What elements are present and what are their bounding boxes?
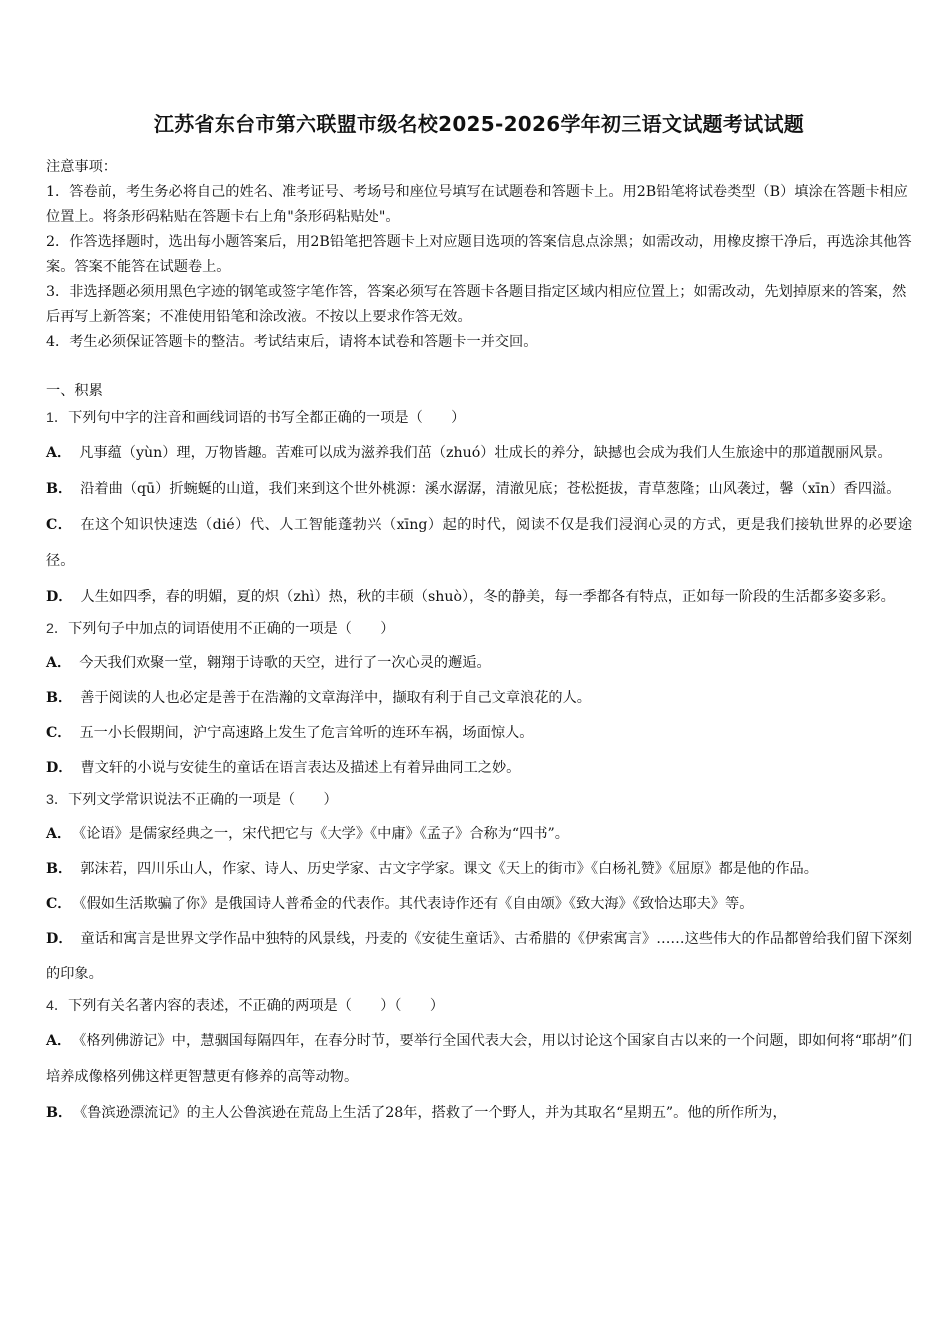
option-label: C．: [46, 896, 72, 912]
option-text: 童话和寓言是世界文学作品中独特的风景线，丹麦的《安徒生童话》、古希腊的《伊索寓言》……这些伟大的作品都曾给我们留下深刻的印象。: [46, 931, 912, 982]
option-label: B．: [46, 861, 73, 877]
option-label: D．: [46, 760, 73, 776]
notes-heading: 注意事项：: [46, 159, 117, 175]
option-label: A．: [46, 655, 72, 671]
option-text: 郭沫若，四川乐山人，作家、诗人、历史学家、古文字学家。课文《天上的街市》《白杨礼赞》《屈原》都是他的作品。: [80, 861, 818, 877]
option-label: B．: [46, 690, 73, 706]
option-label: C．: [46, 725, 72, 741]
page-title: 江苏省东台市第六联盟市级名校2025-2026学年初三语文试题考试试题: [153, 112, 805, 136]
question-stem: [46, 994, 912, 1019]
question-number: 2．: [46, 621, 69, 637]
option-b: [46, 681, 912, 716]
option-text: 沿着曲（qū）折蜿蜒的山道，我们来到这个世外桃源：溪水潺潺，清澈见底；苍松挺拔，青草葱隆；山风袭过，馨（xīn）香四溢。: [80, 481, 901, 497]
option-text: 凡事蕴（yùn）理，万物皆趣。苦难可以成为滋养我们茁（zhuó）壮成长的养分，缺撼也会成为我们人生旅途中的那道靓丽风景。: [79, 445, 892, 461]
option-text: 善于阅读的人也必定是善于在浩瀚的文章海洋中，撷取有利于自己文章浪花的人。: [80, 690, 591, 706]
option-text: 在这个知识快速迭（dié）代、人工智能蓬勃兴（xīng）起的时代，阅读不仅是我们浸润心灵的方式，更是我们接轨世界的必要途径。: [46, 517, 913, 569]
note-item: 4．考生必须保证答题卡的整洁。考试结束后，请将本试卷和答题卡一并交回。: [46, 334, 538, 350]
question-2: [46, 617, 912, 786]
question-number: 4．: [46, 998, 69, 1014]
option-text: 今天我们欢聚一堂，翱翔于诗歌的天空，进行了一次心灵的邂逅。: [79, 655, 491, 671]
question-text: 下列句子中加点的词语使用不正确的一项是（ ）: [68, 621, 395, 637]
question-text: 下列句中字的注音和画线词语的书写全都正确的一项是（ ）: [68, 410, 466, 426]
question-number: 1．: [46, 410, 69, 426]
option-text: 《格列佛游记》中，慧骃国每隔四年，在春分时节，要举行全国代表大会，用以讨论这个国家自古以来的一个问题，即如何将“耶胡”们培养成像格列佛这样更智慧更有修养的高等动物。: [46, 1033, 912, 1085]
option-label: A．: [46, 1033, 72, 1049]
option-d: [46, 922, 912, 992]
option-text: 《论语》是儒家经典之一，宋代把它与《大学》《中庸》《孟子》合称为“四书”。: [79, 826, 569, 842]
option-c: [46, 507, 912, 579]
option-text: 曹文轩的小说与安徒生的童话在语言表达及描述上有着异曲同工之妙。: [80, 760, 521, 776]
question-stem: [46, 406, 912, 431]
option-a: [46, 1023, 912, 1095]
option-text: 人生如四季，春的明媚，夏的炽（zhì）热，秋的丰硕（shuò），冬的静美，每一季都各有特点，正如每一阶段的生活都多姿多彩。: [80, 589, 895, 605]
option-b: [46, 471, 912, 507]
note-item: 2．作答选择题时，选出每小题答案后，用2B铅笔把答题卡上对应题目选项的答案信息点涂黑；如需改动，用橡皮擦干净后，再选涂其他答案。答案不能答在试题卷上。: [46, 234, 912, 275]
question-stem: [46, 788, 912, 813]
option-label: B．: [46, 1105, 73, 1121]
option-text: 《假如生活欺骗了你》是俄国诗人普希金的代表作。其代表诗作还有《自由颂》《致大海》《致恰达耶夫》等。: [79, 896, 754, 912]
question-number: 3．: [46, 792, 69, 808]
question-1: [46, 406, 912, 615]
option-c: [46, 887, 912, 922]
spacer: [46, 355, 912, 379]
note-item: 1．答卷前，考生务必将自己的姓名、准考证号、考场号和座位号填写在试题卷和答题卡上。用2B铅笔将试卷类型（B）填涂在答题卡相应位置上。将条形码粘贴在答题卡右上角"条形码粘贴处"。: [46, 184, 908, 225]
section-heading: 一、积累: [46, 383, 103, 399]
option-d: [46, 579, 912, 615]
option-label: D．: [46, 589, 73, 605]
option-text: 《鲁滨逊漂流记》的主人公鲁滨逊在荒岛上生活了28年，搭救了一个野人，并为其取名“星期五”。他的所作所为，: [80, 1105, 787, 1121]
option-label: C．: [46, 517, 73, 533]
option-label: D．: [46, 931, 73, 947]
option-b: [46, 1095, 912, 1131]
question-stem: [46, 617, 912, 642]
option-b: [46, 852, 912, 887]
option-a: [46, 817, 912, 852]
option-label: A．: [46, 445, 72, 461]
question-3: [46, 788, 912, 992]
option-a: [46, 646, 912, 681]
option-text: 五一小长假期间，沪宁高速路上发生了危言耸听的连环车祸，场面惊人。: [79, 725, 534, 741]
exam-page: [46, 108, 912, 1131]
question-4: [46, 994, 912, 1131]
option-label: A．: [46, 826, 72, 842]
question-text: 下列文学常识说法不正确的一项是（ ）: [68, 792, 338, 808]
option-c: [46, 716, 912, 751]
question-text: 下列有关名著内容的表述，不正确的两项是（ ）（ ）: [68, 998, 445, 1014]
notes-block: [46, 155, 912, 355]
note-item: 3．非选择题必须用黑色字迹的钢笔或签字笔作答，答案必须写在答题卡各题目指定区域内相应位置上；如需改动，先划掉原来的答案，然后再写上新答案；不准使用铅笔和涂改液。不按以上要求作答无效。: [46, 284, 907, 325]
option-d: [46, 751, 912, 786]
option-label: B．: [46, 481, 73, 497]
option-a: [46, 435, 912, 471]
